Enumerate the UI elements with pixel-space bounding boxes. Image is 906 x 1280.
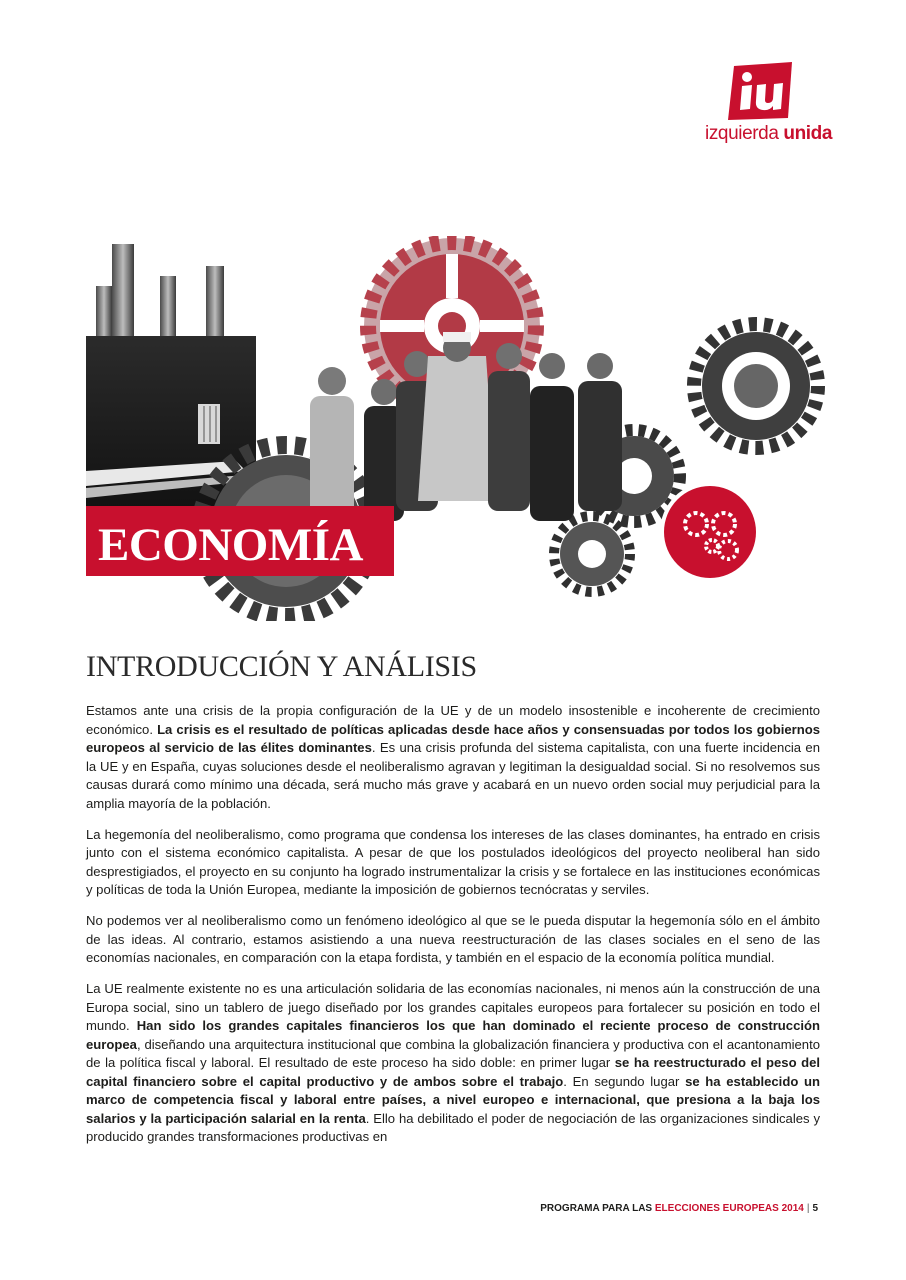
workers-group-image — [310, 332, 622, 521]
hero-title-band — [86, 506, 394, 576]
section-title: INTRODUCCIÓN Y ANÁLISIS — [86, 650, 477, 683]
paragraph-text: . Ello ha debilitado el poder de negociación de las organizaciones sindicales y producido grandes transformaciones productivas en — [86, 1110, 820, 1144]
body-paragraph — [86, 826, 820, 900]
gears-badge-icon — [660, 482, 760, 582]
body-paragraph — [86, 912, 820, 968]
paragraph-text: . Es una crisis profunda del sistema capitalista, con una fuerte incidencia en la UE y en España, cuyas soluciones desde el neoliberalismo agravan y legitiman la desigualdad social. Si no resolvemos sus causas durará como mínimo una década, será mucho más grave y acabará en un nuevo orden social muy perjudicial para la amplia mayoría de la población. — [86, 740, 820, 811]
footer-prefix: PROGRAMA PARA LAS — [540, 1203, 655, 1214]
paragraph-text: La hegemonía del neoliberalismo, como programa que condensa los intereses de las clases dominantes, ha entrado en crisis junto con el sistema económico capitalista. A pesar de que los postulados ideológicos del proyecto neoliberal han sido desprestigiados, el proyecto en su conjunto ha logrado instrumentalizar la crisis y se fortalece en las instituciones económicas y políticas de toda la Unión Europea, mediante la imposición de gobiernos tecnócratas y serviles. — [86, 826, 820, 897]
emphasis-text: Han sido los grandes capitales financieros los que han dominado el reciente proceso de construcción europea — [86, 1018, 821, 1052]
emphasis-text: se ha establecido un marco de competencia fiscal y laboral entre países, a nivel europeo e internacional, que presiona a la baja los salarios y la participación salarial en la renta — [86, 1073, 821, 1126]
paragraph-text: No podemos ver al neoliberalismo como un fenómeno ideológico al que se le pueda disputar la hegemonía sólo en el ámbito de las ideas. Al contrario, estamos asistiendo a una nueva reestructuración de las clases sociales en el seno de las economías nacionales, en comparación con la etapa fordista, y también en el espacio de la economía política mundial. — [86, 913, 820, 965]
dark-gear-right-top — [694, 324, 818, 448]
paragraph-text: La UE realmente existente no es una articulación solidaria de las economías nacionales, ni menos aún la construcción de una Europa social, sino un tablero de juego diseñado por los grandes capitales europeos para fortalecer su posición en todo el mundo. — [86, 981, 820, 1033]
paragraph-text: Estamos ante una crisis de la propia configuración de la UE y de un modelo insostenible e incoherente de crecimiento económico. — [86, 703, 820, 737]
body-paragraph — [86, 980, 820, 1147]
emphasis-text: La crisis es el resultado de políticas aplicadas desde hace años y consensuadas por todos los gobiernos europeos al servicio de las élites dominantes — [86, 721, 820, 755]
paragraph-text: . En segundo lugar — [563, 1073, 686, 1089]
dark-gear-right-bottom — [554, 516, 630, 592]
footer-separator: | — [806, 1203, 810, 1214]
party-logo — [699, 62, 833, 152]
emphasis-text: se ha reestructurado el peso del capital financiero sobre el capital productivo y de ambos sobre el trabajo — [86, 1055, 820, 1089]
party-name: izquierda unida — [705, 123, 833, 144]
paragraph-text: , diseñando una arquitectura institucional que combina la globalización financiera y productiva con el acantonamiento de la política fiscal y laboral. El resultado de este proceso ha sido doble: en primer lugar — [86, 1036, 820, 1070]
body-paragraph — [86, 702, 820, 813]
page-footer — [540, 1203, 818, 1214]
footer-highlight: ELECCIONES EUROPEAS 2014 — [654, 1203, 804, 1214]
hero-title: ECONOMÍA — [98, 519, 363, 571]
hero-illustration — [86, 236, 826, 621]
page-number: 5 — [812, 1203, 818, 1214]
body-text — [86, 702, 820, 1159]
factory-image — [86, 244, 258, 516]
hero-collage — [86, 236, 826, 621]
iu-logo-mark — [728, 62, 794, 120]
